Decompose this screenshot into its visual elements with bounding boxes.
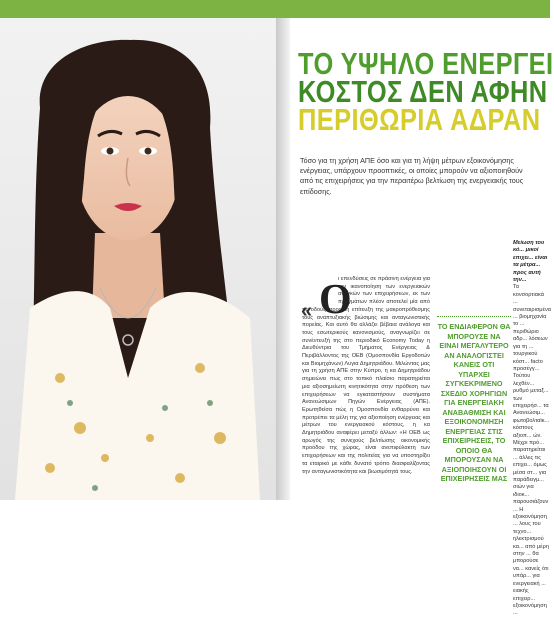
headline-line-3: ΠΕΡΙΘΩΡΙΑ ΑΔΡΑΝ: [298, 102, 541, 137]
page-gutter: [276, 18, 290, 500]
headline-line-2: ΚΟΣΤΟΣ ΔΕΝ ΑΦΗΝ: [298, 74, 548, 109]
opening-quote-mark: «: [301, 300, 313, 322]
top-color-bar: [0, 0, 550, 18]
pull-quote: ΤΟ ΕΝΔΙΑΦΕΡΟΝ ΘΑ ΜΠΟΡΟΥΣΕ ΝΑ ΕΙΝΑΙ ΜΕΓΑΛΥΤΕΡΟ ΑΝ ΑΝΑΛΟΓΙΣΤΕΙ ΚΑΝΕΙΣ ΟΤΙ ΥΠΑΡΧΕΙ ΣΥΓΚΕΚΡΙΜΕΝΟ ΣΧΕΔΙΟ ΧΟΡΗΓΙΩΝ ΓΙΑ ΕΝΕΡΓΕΙΑΚΗ ΑΝΑΒΑΘΜΙΣΗ ΚΑΙ ΕΞΟΙΚΟΝΟΜΗΣΗ ΕΝΕΡΓΕΙΑΣ ΣΤΙΣ ΕΠΙΧΕΙΡΗΣΕΙΣ, ΤΟ ΟΠΟΙΟ ΘΑ ΜΠΟΡΟΥΣΑΝ ΝΑ ΑΞΙΟΠΟΙΗΣΟΥΝ ΟΙ ΕΠΙΧΕΙΡΗΣΕΙΣ ΜΑΣ: [437, 316, 511, 484]
portrait-photo: [0, 18, 276, 500]
article-body-text: ι επενδύσεις σε πράσινη ενέργεια για την ικανοποίηση των ενεργειακών αναγκών των επιχειρήσεων, εκ των πραγμάτων πλέον αποτελεί μία από τις οδούς προς τη επίτευξη της μακροπρόθεσμης τους αναπτυξιακής βιώσιμης και ανταγωνιστικής πορείας. Και αυτό θα αλλάζει βέβαια ανάλογα και τους εσωτερικούς κανονισμούς, αναγνωρίζει σε συνέντευξή της στο περιοδικό Economy Today η Διευθύντρια του Τμήματος Ενέργειας & Περιβάλλοντος της ΟΕΒ (Ομοσπονδία Εργοδοτών και Βιομηχάνων) Λυγια Δημητριάδου. Μιλώντας μας για τη χρήση ΑΠΕ στην Κύπρο, η κα Δημητριάδου σημειώνει πως στο τοπικό πλαίσιο παρατηρείται μια αξιοσημείωτη κινητικότητα στην πρόθεση των επιχειρήσεων να εγκαταστήσουν συστήματα Ανανεώσιμων Πηγών Ενέργειας (ΑΠΕ). Ερωτηθείσα πώς η Ομοσπονδία ενθαρρύνει και προτρέπει τα μέλη της για αξιοποίηση ενέργειας και μέτρων του ενεργειακού κόστους, η κα Δημητριάδου αναφέρει μεταξύ άλλων: «Η ΟΕΒ ως αρωγός της συνεχούς βελτίωσης οικονομικής προόδου της χώρας, είναι ανεπιφύλακτη των επιχειρήσεων και της πολιτείας για να υποστηρίξει τα εταιρικό με κάθε δυνατό τρόπο διασφαλίζοντας την ανταγωνιστικότητα και βιωσιμότητά τους.: [302, 276, 430, 475]
right-column: [513, 240, 552, 617]
drop-cap: Ο: [319, 277, 352, 323]
headline-line-1: ΤΟ ΥΨΗΛΟ ΕΝΕΡΓΕΙ: [298, 46, 554, 81]
interview-question: Μείωση του κό... μικοί επιχει... είναι τα μέτρα... προς αυτή την...: [513, 240, 548, 284]
portrait-illustration: [0, 18, 276, 500]
right-column-text: Τα κονσορτιακά ... συνεταιρισμένα ... βιομηχανία το ... περιθώριο αδρ... λόσεων για τη ... τουργικού κόστ... facto προσέγγ... Τούτου λεχθέν... ρυθμό μεταξ... των επιχειρήσ... τα Ανανεώσιμ... φωτοβολταϊκ... κόστους αξιοπ... ών. Μέχρι πρό... παρατηρείται ... άλλες τις επιχει... όμως μέσα στ... για παράδειγμ... σιών για ιδιοκ... παρουσιάζουν ... Η εξοικονόμηση ... λους του τεχνο... ηλεκτρισμού κα... από μέρη στην ... θα μπορούσε να... κανείς ότι υπάρ... για ενεργειακή ... ειακής επιχειρ... εξοικονόμηση ...: [513, 284, 552, 617]
article-headline: [298, 46, 554, 137]
article-lead: Τόσο για τη χρήση ΑΠΕ όσο και για τη λήψη μέτρων εξοικονόμησης ενέργειας, υπάρχουν προοπτικές, οι οποίες μπορούν να αξιοποιηθούν από τις επιχειρήσεις για την περαιτέρω βελτίωση της ενεργειακής τους επίδοσης.: [300, 156, 524, 196]
